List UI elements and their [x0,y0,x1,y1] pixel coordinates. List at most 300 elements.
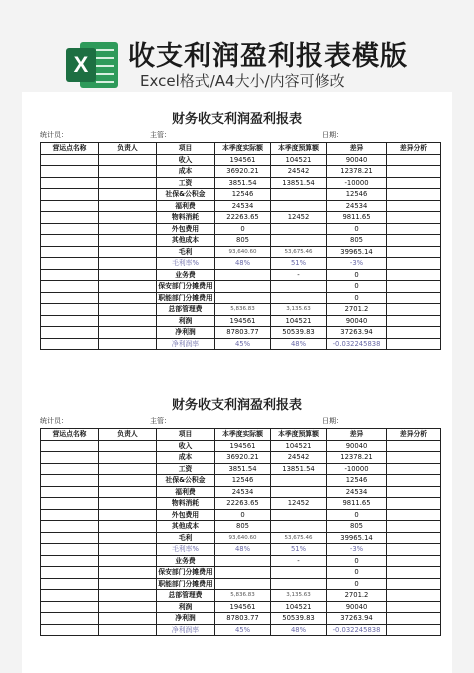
diff-cell[interactable]: -0.032245838 [327,338,387,350]
actual-cell[interactable]: 45% [215,338,271,350]
site-name-cell[interactable] [41,555,99,567]
budget-cell[interactable]: 13851.54 [271,177,327,189]
table-row [41,189,441,201]
column-header: 营运点名称 [41,429,99,441]
budget-cell[interactable] [271,475,327,487]
actual-cell[interactable]: 194561 [215,154,271,166]
diff-cell[interactable]: -3% [327,258,387,270]
site-name-cell[interactable] [41,200,99,212]
report-title: 财务收支利润盈利报表 [171,398,302,413]
budget-cell[interactable] [271,509,327,521]
item-cell[interactable]: 业务费 [157,555,215,567]
diff-cell[interactable]: 12546 [327,189,387,201]
item-cell[interactable]: 业务费 [157,269,215,281]
actual-cell[interactable]: 93,640.60 [215,532,271,544]
diff-analysis-cell[interactable] [387,498,441,510]
site-name-cell[interactable] [41,223,99,235]
site-name-cell[interactable] [41,475,99,487]
actual-cell[interactable] [215,269,271,281]
site-name-cell[interactable] [41,532,99,544]
actual-cell[interactable]: 5,836.83 [215,304,271,316]
owner-cell[interactable] [99,613,157,625]
diff-analysis-cell[interactable] [387,613,441,625]
budget-cell[interactable]: 104521 [271,154,327,166]
site-name-cell[interactable] [41,154,99,166]
budget-cell[interactable] [271,235,327,247]
owner-cell[interactable] [99,624,157,636]
table-row [41,166,441,178]
actual-cell[interactable]: 36920.21 [215,452,271,464]
site-name-cell[interactable] [41,498,99,510]
diff-analysis-cell[interactable] [387,212,441,224]
budget-cell[interactable]: 48% [271,338,327,350]
column-header: 本季度实际额 [215,429,271,441]
supervisor-label: 主管： [150,131,171,139]
item-cell[interactable]: 物料消耗 [157,212,215,224]
date-label: 日期： [322,417,343,425]
column-header: 差异分析 [387,429,441,441]
table-row [41,601,441,613]
owner-cell[interactable] [99,304,157,316]
owner-cell[interactable] [99,463,157,475]
budget-cell[interactable]: 13851.54 [271,463,327,475]
item-cell[interactable]: 净利润率 [157,624,215,636]
actual-cell[interactable]: 3851.54 [215,463,271,475]
owner-cell[interactable] [99,532,157,544]
actual-cell[interactable]: 87803.77 [215,613,271,625]
owner-cell[interactable] [99,246,157,258]
diff-cell[interactable]: 0 [327,578,387,590]
site-name-cell[interactable] [41,509,99,521]
diff-cell[interactable]: 90040 [327,154,387,166]
actual-cell[interactable]: 805 [215,235,271,247]
item-cell[interactable]: 物料消耗 [157,498,215,510]
budget-cell[interactable] [271,292,327,304]
table-row [41,223,441,235]
item-cell[interactable]: 成本 [157,166,215,178]
supervisor-label: 主管： [150,417,171,425]
owner-cell[interactable] [99,555,157,567]
table-row [41,544,441,556]
diff-cell[interactable]: 12378.21 [327,452,387,464]
diff-cell[interactable]: 12546 [327,475,387,487]
site-name-cell[interactable] [41,613,99,625]
actual-cell[interactable]: 12546 [215,189,271,201]
budget-cell[interactable]: - [271,555,327,567]
diff-analysis-cell[interactable] [387,292,441,304]
actual-cell[interactable]: 194561 [215,440,271,452]
item-cell[interactable]: 工资 [157,463,215,475]
site-name-cell[interactable] [41,601,99,613]
budget-cell[interactable]: 104521 [271,601,327,613]
actual-cell[interactable] [215,567,271,579]
actual-cell[interactable]: 24534 [215,200,271,212]
budget-cell[interactable] [271,200,327,212]
item-cell[interactable]: 净利润 [157,327,215,339]
site-name-cell[interactable] [41,544,99,556]
budget-cell[interactable] [271,521,327,533]
budget-cell[interactable]: 104521 [271,440,327,452]
actual-cell[interactable]: 87803.77 [215,327,271,339]
owner-cell[interactable] [99,154,157,166]
budget-cell[interactable] [271,281,327,293]
actual-cell[interactable] [215,292,271,304]
table-row [41,509,441,521]
diff-analysis-cell[interactable] [387,590,441,602]
site-name-cell[interactable] [41,212,99,224]
excel-icon [66,42,118,88]
diff-cell[interactable]: 24534 [327,200,387,212]
site-name-cell[interactable] [41,235,99,247]
owner-cell[interactable] [99,338,157,350]
site-name-cell[interactable] [41,338,99,350]
diff-cell[interactable]: 0 [327,269,387,281]
diff-cell[interactable]: -10000 [327,177,387,189]
actual-cell[interactable]: 48% [215,544,271,556]
budget-cell[interactable]: 51% [271,544,327,556]
owner-cell[interactable] [99,578,157,590]
budget-cell[interactable]: 3,135.63 [271,304,327,316]
site-name-cell[interactable] [41,315,99,327]
excel-logo-letter: X [66,48,96,82]
site-name-cell[interactable] [41,281,99,293]
item-cell[interactable]: 利润 [157,315,215,327]
diff-analysis-cell[interactable] [387,315,441,327]
table-row [41,154,441,166]
table-row [41,269,441,281]
budget-cell[interactable]: 3,135.63 [271,590,327,602]
diff-analysis-cell[interactable] [387,304,441,316]
column-header: 营运点名称 [41,143,99,155]
site-name-cell[interactable] [41,521,99,533]
diff-cell[interactable]: 37263.94 [327,327,387,339]
budget-cell[interactable]: 12452 [271,212,327,224]
actual-cell[interactable]: 194561 [215,601,271,613]
column-header: 差异分析 [387,143,441,155]
diff-cell[interactable]: 90040 [327,315,387,327]
column-header: 本季度预算额 [271,143,327,155]
column-header: 本季度预算额 [271,429,327,441]
owner-cell[interactable] [99,544,157,556]
budget-cell[interactable]: 53,675.46 [271,532,327,544]
budget-cell[interactable] [271,486,327,498]
table-row [41,258,441,270]
owner-cell[interactable] [99,258,157,270]
owner-cell[interactable] [99,235,157,247]
diff-analysis-cell[interactable] [387,189,441,201]
owner-cell[interactable] [99,223,157,235]
item-cell[interactable]: 社保&公积金 [157,189,215,201]
owner-cell[interactable] [99,590,157,602]
banner-subtitle: Excel格式/A4大小/内容可修改 [140,72,345,90]
actual-cell[interactable]: 45% [215,624,271,636]
table-row [41,463,441,475]
item-cell[interactable]: 福利费 [157,200,215,212]
diff-analysis-cell[interactable] [387,246,441,258]
site-name-cell[interactable] [41,452,99,464]
diff-analysis-cell[interactable] [387,567,441,579]
diff-analysis-cell[interactable] [387,509,441,521]
budget-cell[interactable]: 24542 [271,452,327,464]
report-title: 财务收支利润盈利报表 [171,112,302,127]
budget-cell[interactable]: 51% [271,258,327,270]
diff-analysis-cell[interactable] [387,486,441,498]
site-name-cell[interactable] [41,292,99,304]
owner-cell[interactable] [99,166,157,178]
column-header: 本季度实际额 [215,143,271,155]
table-row [41,338,441,350]
actual-cell[interactable] [215,281,271,293]
item-cell[interactable]: 净利润率 [157,338,215,350]
owner-cell[interactable] [99,498,157,510]
budget-cell[interactable]: 50539.83 [271,327,327,339]
actual-cell[interactable]: 24534 [215,486,271,498]
owner-cell[interactable] [99,452,157,464]
diff-cell[interactable]: 9811.65 [327,498,387,510]
report-table [40,428,441,636]
budget-cell[interactable]: 53,675.46 [271,246,327,258]
item-cell[interactable]: 利润 [157,601,215,613]
table-row [41,613,441,625]
actual-cell[interactable]: 93,640.60 [215,246,271,258]
diff-analysis-cell[interactable] [387,578,441,590]
diff-cell[interactable]: 0 [327,281,387,293]
table-row [41,212,441,224]
table-row [41,555,441,567]
item-cell[interactable]: 收入 [157,440,215,452]
diff-analysis-cell[interactable] [387,258,441,270]
actual-cell[interactable]: 194561 [215,315,271,327]
actual-cell[interactable]: 48% [215,258,271,270]
diff-analysis-cell[interactable] [387,624,441,636]
budget-cell[interactable] [271,223,327,235]
table-row [41,235,441,247]
owner-cell[interactable] [99,281,157,293]
diff-cell[interactable]: 2701.2 [327,304,387,316]
item-cell[interactable]: 其他成本 [157,235,215,247]
table-row [41,624,441,636]
diff-analysis-cell[interactable] [387,440,441,452]
diff-cell[interactable]: 39965.14 [327,246,387,258]
diff-analysis-cell[interactable] [387,235,441,247]
site-name-cell[interactable] [41,624,99,636]
column-header: 负责人 [99,143,157,155]
budget-cell[interactable]: 104521 [271,315,327,327]
owner-cell[interactable] [99,327,157,339]
table-header-row [41,143,441,155]
table-row [41,486,441,498]
table-row [41,200,441,212]
diff-cell[interactable]: 0 [327,292,387,304]
item-cell[interactable]: 社保&公积金 [157,475,215,487]
site-name-cell[interactable] [41,177,99,189]
diff-analysis-cell[interactable] [387,200,441,212]
owner-cell[interactable] [99,509,157,521]
diff-analysis-cell[interactable] [387,475,441,487]
owner-cell[interactable] [99,601,157,613]
actual-cell[interactable] [215,578,271,590]
table-row [41,304,441,316]
item-cell[interactable]: 成本 [157,452,215,464]
date-label: 日期： [322,131,343,139]
diff-analysis-cell[interactable] [387,166,441,178]
diff-cell[interactable]: 2701.2 [327,590,387,602]
actual-cell[interactable]: 22263.65 [215,212,271,224]
budget-cell[interactable]: 12452 [271,498,327,510]
diff-cell[interactable]: 90040 [327,440,387,452]
owner-cell[interactable] [99,440,157,452]
diff-cell[interactable]: 9811.65 [327,212,387,224]
diff-cell[interactable]: 805 [327,521,387,533]
item-cell[interactable]: 福利费 [157,486,215,498]
diff-cell[interactable]: 0 [327,223,387,235]
diff-analysis-cell[interactable] [387,154,441,166]
diff-cell[interactable]: 0 [327,509,387,521]
site-name-cell[interactable] [41,567,99,579]
owner-cell[interactable] [99,200,157,212]
item-cell[interactable]: 职能部门分摊费用 [158,293,213,302]
diff-analysis-cell[interactable] [387,521,441,533]
budget-cell[interactable] [271,567,327,579]
budget-cell[interactable]: 48% [271,624,327,636]
item-cell[interactable]: 其他成本 [157,521,215,533]
item-cell[interactable]: 外包费用 [157,509,215,521]
diff-analysis-cell[interactable] [387,327,441,339]
owner-cell[interactable] [99,189,157,201]
diff-analysis-cell[interactable] [387,463,441,475]
actual-cell[interactable] [215,555,271,567]
budget-cell[interactable] [271,189,327,201]
diff-analysis-cell[interactable] [387,544,441,556]
actual-cell[interactable]: 12546 [215,475,271,487]
actual-cell[interactable]: 5,836.83 [215,590,271,602]
table-header-row [41,429,441,441]
diff-cell[interactable]: 0 [327,555,387,567]
budget-cell[interactable]: 24542 [271,166,327,178]
owner-cell[interactable] [99,475,157,487]
table-row [41,315,441,327]
actual-cell[interactable]: 0 [215,223,271,235]
diff-cell[interactable]: -10000 [327,463,387,475]
site-name-cell[interactable] [41,327,99,339]
table-row [41,177,441,189]
item-cell[interactable]: 外包费用 [157,223,215,235]
column-header: 项目 [157,429,215,441]
item-cell[interactable]: 净利润 [157,613,215,625]
item-cell[interactable]: 总部管理费 [157,304,215,316]
banner-title: 收支利润盈利报表模版 [128,41,408,72]
site-name-cell[interactable] [41,486,99,498]
item-cell[interactable]: 职能部门分摊费用 [158,579,213,588]
item-cell[interactable]: 毛利率% [157,544,215,556]
item-cell[interactable]: 毛利 [157,532,215,544]
table-row [41,567,441,579]
table-row [41,281,441,293]
table-row [41,327,441,339]
item-cell[interactable]: 工资 [157,177,215,189]
diff-cell[interactable]: 0 [327,567,387,579]
diff-analysis-cell[interactable] [387,177,441,189]
diff-analysis-cell[interactable] [387,338,441,350]
item-cell[interactable]: 收入 [157,154,215,166]
item-cell[interactable]: 保安部门分摊费用 [158,568,213,577]
diff-analysis-cell[interactable] [387,452,441,464]
owner-cell[interactable] [99,315,157,327]
banner [0,0,474,92]
budget-cell[interactable]: - [271,269,327,281]
diff-analysis-cell[interactable] [387,555,441,567]
column-header: 差异 [327,143,387,155]
budget-cell[interactable] [271,578,327,590]
diff-cell[interactable]: 37263.94 [327,613,387,625]
actual-cell[interactable]: 805 [215,521,271,533]
owner-cell[interactable] [99,269,157,281]
table-row [41,590,441,602]
diff-analysis-cell[interactable] [387,223,441,235]
actual-cell[interactable]: 22263.65 [215,498,271,510]
table-row [41,440,441,452]
diff-cell[interactable]: -0.032245838 [327,624,387,636]
site-name-cell[interactable] [41,189,99,201]
diff-cell[interactable]: 24534 [327,486,387,498]
owner-cell[interactable] [99,567,157,579]
budget-cell[interactable]: 50539.83 [271,613,327,625]
site-name-cell[interactable] [41,246,99,258]
site-name-cell[interactable] [41,166,99,178]
site-name-cell[interactable] [41,463,99,475]
table-row [41,475,441,487]
report-sheet [22,92,452,673]
site-name-cell[interactable] [41,304,99,316]
table-row [41,532,441,544]
diff-cell[interactable]: 805 [327,235,387,247]
item-cell[interactable]: 毛利 [157,246,215,258]
owner-cell[interactable] [99,521,157,533]
actual-cell[interactable]: 3851.54 [215,177,271,189]
item-cell[interactable]: 毛利率% [157,258,215,270]
actual-cell[interactable]: 36920.21 [215,166,271,178]
diff-cell[interactable]: 12378.21 [327,166,387,178]
diff-analysis-cell[interactable] [387,281,441,293]
table-row [41,578,441,590]
table-row [41,498,441,510]
item-cell[interactable]: 保安部门分摊费用 [158,282,213,291]
diff-analysis-cell[interactable] [387,269,441,281]
item-cell[interactable]: 总部管理费 [157,590,215,602]
table-row [41,452,441,464]
diff-cell[interactable]: -3% [327,544,387,556]
owner-cell[interactable] [99,177,157,189]
diff-cell[interactable]: 90040 [327,601,387,613]
site-name-cell[interactable] [41,590,99,602]
owner-cell[interactable] [99,292,157,304]
site-name-cell[interactable] [41,269,99,281]
diff-cell[interactable]: 39965.14 [327,532,387,544]
site-name-cell[interactable] [41,578,99,590]
column-header: 差异 [327,429,387,441]
site-name-cell[interactable] [41,440,99,452]
site-name-cell[interactable] [41,258,99,270]
diff-analysis-cell[interactable] [387,532,441,544]
owner-cell[interactable] [99,486,157,498]
owner-cell[interactable] [99,212,157,224]
table-row [41,292,441,304]
column-header: 负责人 [99,429,157,441]
diff-analysis-cell[interactable] [387,601,441,613]
actual-cell[interactable]: 0 [215,509,271,521]
column-header: 项目 [157,143,215,155]
report-table [40,142,441,350]
